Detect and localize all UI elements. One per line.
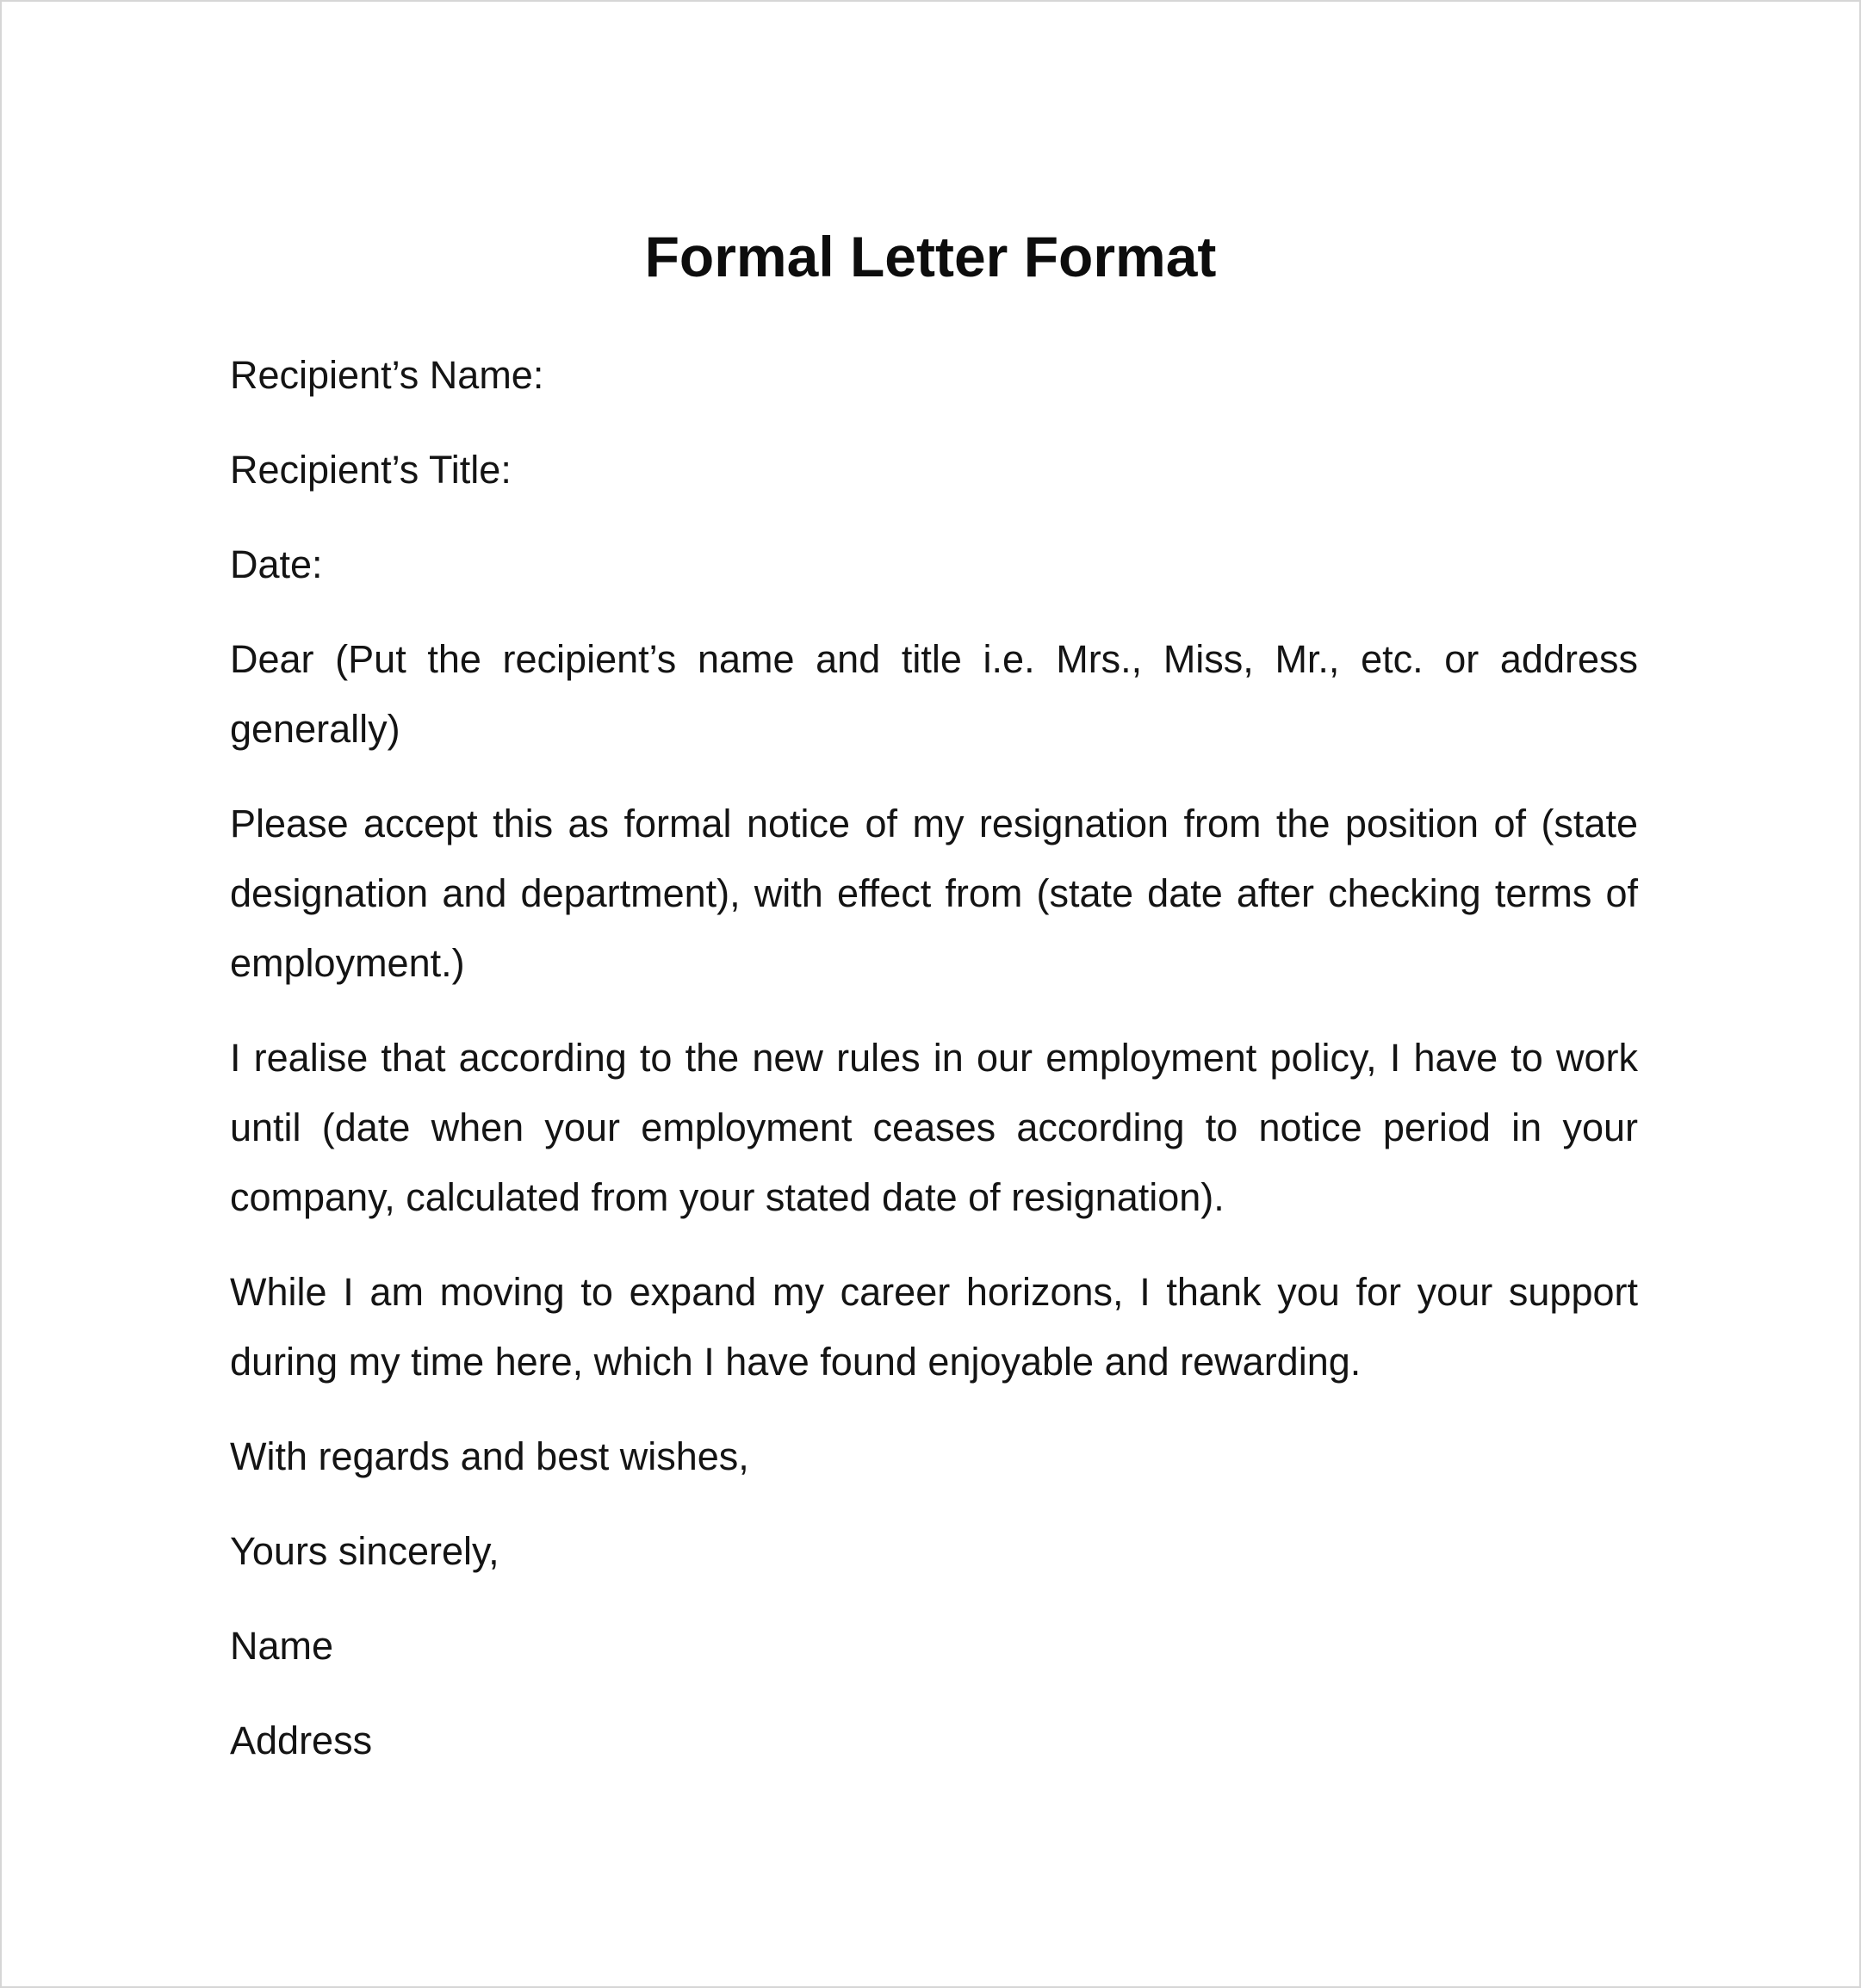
regards-line: With regards and best wishes, <box>230 1434 749 1478</box>
document-title: Formal Letter Format <box>644 225 1217 288</box>
salutation: Dear (Put the recipient’s name and title i.e. Mrs., Miss, Mr., etc. or address generally) <box>230 637 1638 751</box>
closing-line: Yours sincerely, <box>230 1529 499 1573</box>
paragraph-resignation-notice: Please accept this as formal notice of my resignation from the position of (state designation and department), with effect from (state date after checking terms of employment.) <box>230 802 1638 985</box>
paragraph-thanks: While I am moving to expand my career horizons, I thank you for your support during my time here, which I have found enjoyable and rewarding. <box>230 1270 1638 1384</box>
signature-name: Name <box>230 1624 334 1668</box>
date-label: Date: <box>230 542 323 586</box>
letter-body <box>230 340 1638 1800</box>
signature-address: Address <box>230 1719 373 1762</box>
recipient-name-label: Recipient’s Name: <box>230 353 544 397</box>
paragraph-notice-period: I realise that according to the new rules in our employment policy, I have to work until (date when your employment ceases according to notice period in your company, calculated from your stated date of resignation). <box>230 1036 1638 1219</box>
recipient-title-label: Recipient’s Title: <box>230 448 512 492</box>
